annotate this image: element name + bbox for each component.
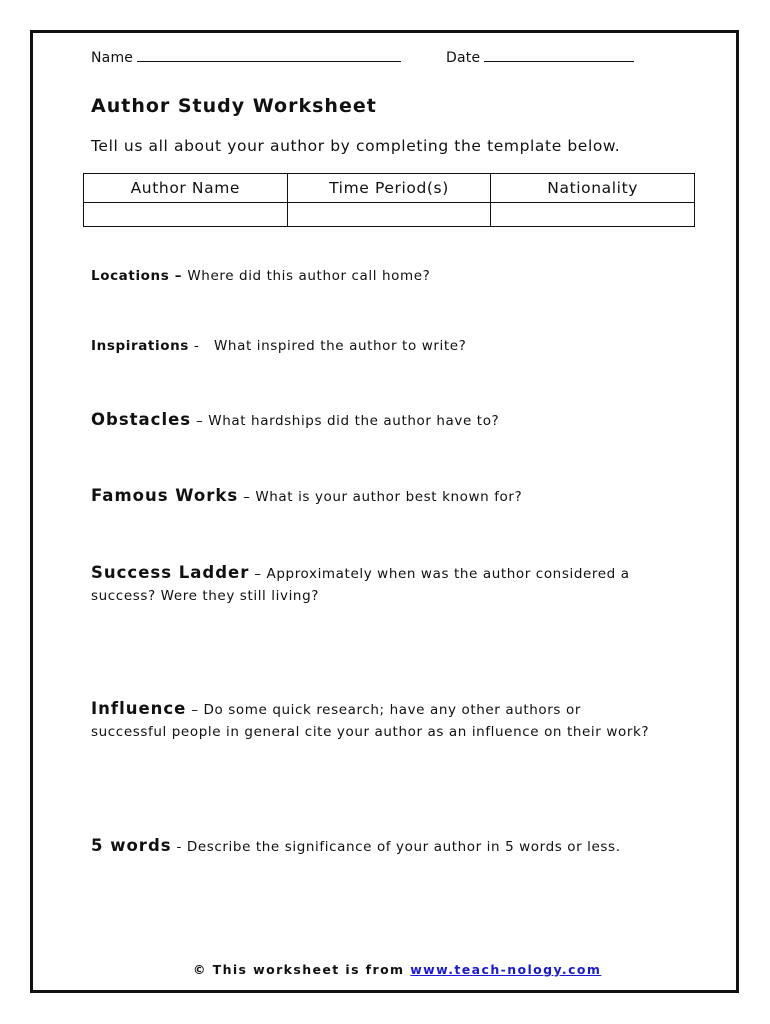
section-label: 5 words xyxy=(91,836,172,855)
section-locations xyxy=(91,265,430,287)
name-underline[interactable] xyxy=(137,49,401,62)
section-label: Locations xyxy=(91,268,170,284)
intro-text: Tell us all about your author by completing the template below. xyxy=(91,137,621,155)
section-label: Success Ladder xyxy=(91,563,250,582)
section-question: What is your author best known for? xyxy=(255,489,523,505)
page-title: Author Study Worksheet xyxy=(91,95,377,117)
table-row xyxy=(84,203,695,227)
section-question-continued: successful people in general cite your author as an influence on their work? xyxy=(91,724,650,740)
section-question: Describe the significance of your author in 5 words or less. xyxy=(186,839,621,855)
section-label: Obstacles xyxy=(91,410,192,429)
time-period-cell[interactable] xyxy=(287,203,491,227)
section-separator: – xyxy=(186,702,204,718)
name-field[interactable] xyxy=(91,49,401,66)
section-inspirations xyxy=(91,335,466,357)
column-header-author-name: Author Name xyxy=(84,174,288,203)
section-label: Inspirations xyxy=(91,338,189,354)
section-label: Influence xyxy=(91,699,187,718)
column-header-time-period: Time Period(s) xyxy=(287,174,491,203)
section-separator: - xyxy=(188,338,214,354)
section-question-continued: success? Were they still living? xyxy=(91,588,320,604)
section-influence xyxy=(91,698,649,743)
author-template-table xyxy=(83,173,695,227)
nationality-cell[interactable] xyxy=(491,203,695,227)
section-famous-works xyxy=(91,485,522,508)
footer xyxy=(193,962,601,977)
section-label: Famous Works xyxy=(91,486,239,505)
column-header-nationality: Nationality xyxy=(491,174,695,203)
name-label: Name xyxy=(91,50,134,66)
section-separator: – xyxy=(249,566,267,582)
section-success-ladder xyxy=(91,562,630,607)
section-question: Approximately when was the author considered a xyxy=(266,566,630,582)
section-5-words xyxy=(91,835,621,858)
table-header-row xyxy=(84,174,695,203)
date-underline[interactable] xyxy=(484,49,634,62)
section-separator: - xyxy=(171,839,187,855)
footer-link[interactable]: www.teach-nology.com xyxy=(410,962,602,977)
author-name-cell[interactable] xyxy=(84,203,288,227)
section-question: Do some quick research; have any other authors or xyxy=(203,702,581,718)
section-question: Where did this author call home? xyxy=(187,268,431,284)
date-field[interactable] xyxy=(446,49,634,66)
section-question: What inspired the author to write? xyxy=(213,338,467,354)
section-separator: – xyxy=(191,413,209,429)
section-separator: – xyxy=(238,489,256,505)
section-obstacles xyxy=(91,409,499,432)
section-question: What hardships did the author have to? xyxy=(208,413,500,429)
footer-text: © This worksheet is from xyxy=(193,962,411,977)
date-label: Date xyxy=(446,50,481,66)
section-separator: – xyxy=(169,268,188,284)
